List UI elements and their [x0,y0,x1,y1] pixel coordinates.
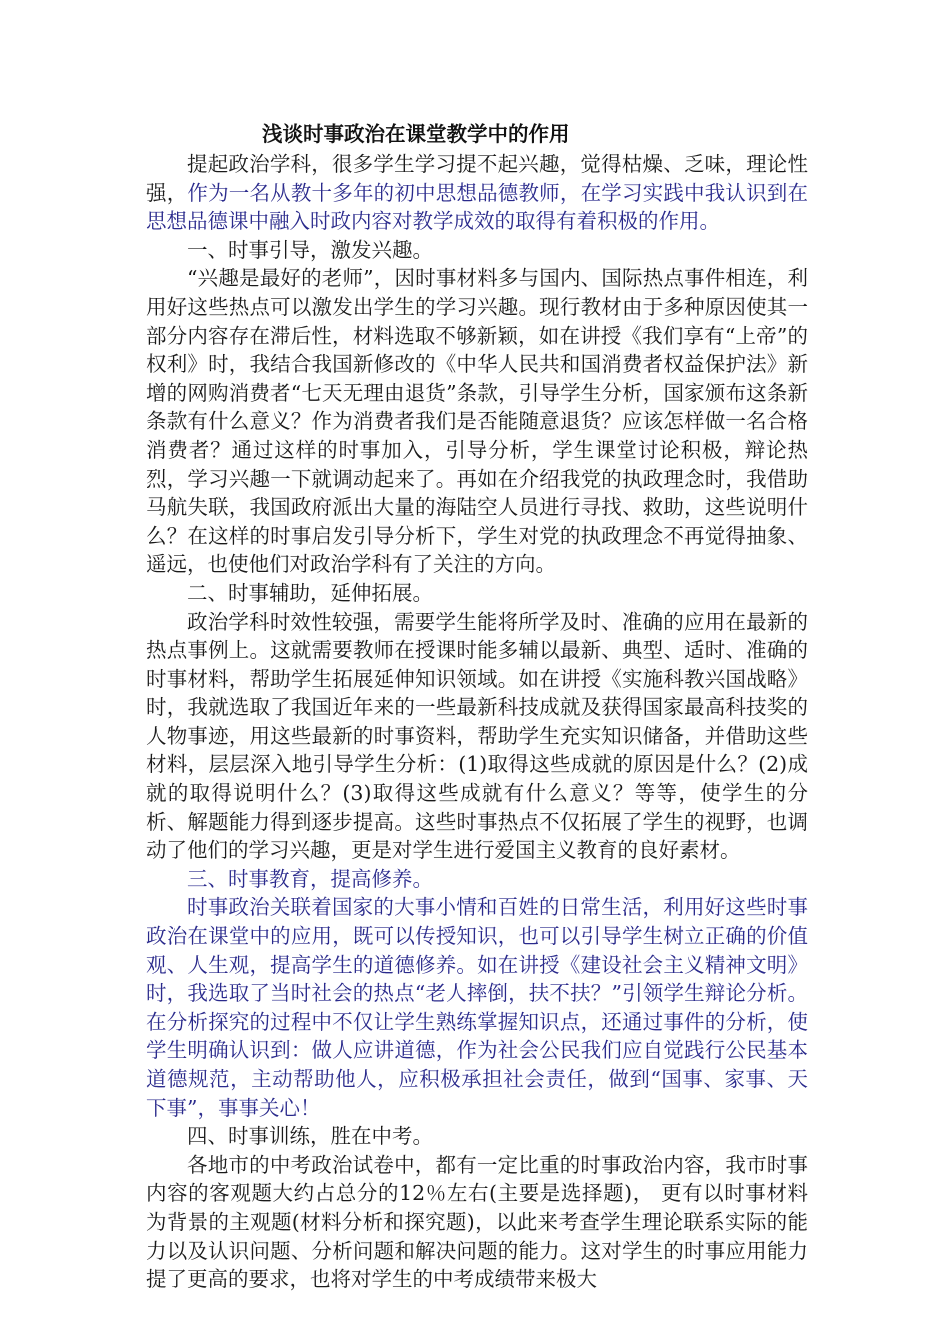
section-body-3: 时事政治关联着国家的大事小情和百姓的日常生活，利用好这些时事政治在课堂中的应用，既可以传授知识，也可以引导学生树立正确的价值观、人生观，提高学生的道德修养。如在讲授《建设社会主义精神文明》时，我选取了当时社会的热点“老人摔倒，扶不扶？”引领学生辩论分析。在分析探究的过程中不仅让学生熟练掌握知识点，还通过事件的分析，使学生明确认识到：做人应讲道德，作为社会公民我们应自觉践行公民基本道德规范，主动帮助他人，应积极承担社会责任，做到“国事、家事、天下事”，事事关心！ [146,895,808,1120]
intro-text-part2: 作为一名从教十多年的初中思想品德教师，在学习实践中我认识到在思想品德课中融入时政内容对教学成效的取得有着积极的作用。 [146,180,809,234]
intro-paragraph [146,150,808,236]
section-heading-1: 一、时事引导，激发兴趣。 [187,237,433,262]
section-heading-2: 二、时事辅助，延伸拓展。 [187,580,433,605]
section-body-2: 政治学科时效性较强，需要学生能将所学及时、准确的应用在最新的热点事例上。这就需要教师在授课时能多辅以最新、典型、适时、准确的时事材料，帮助学生拓展延伸知识领域。如在讲授《实施科教兴国战略》时，我就选取了我国近年来的一些最新科技成就及获得国家最高科技奖的人物事迹，用这些最新的时事资料，帮助学生充实知识储备，并借助这些材料，层层深入地引导学生分析：(1)取得这些成就的原因是什么？(2)成就的取得说明什么？(3)取得这些成就有什么意义？等等，使学生的分析、解题能力得到逐步提高。这些时事热点不仅拓展了学生的视野，也调动了他们的学习兴趣，更是对学生进行爱国主义教育的良好素材。 [146,609,808,863]
section-body-4: 各地市的中考政治试卷中，都有一定比重的时事政治内容，我市时事内容的客观题大约占总分的12％左右(主要是选择题)， 更有以时事材料为背景的主观题(材料分析和探究题)，以此来考查学生理论联系实际的能力以及认识问题、分析问题和解决问题的能力。这对学生的时事应用能力提了更高的要求，也将对学生的中考成绩带来极大 [146,1152,808,1292]
intro-text-part1: 提起政治学科，很多学生学习提不起兴趣，觉得枯燥、乏味，理论性强， [146,152,808,205]
document-page [146,118,808,1294]
document-title: 浅谈时事政治在课堂教学中的作用 [262,122,570,146]
section-heading-4: 四、时事训练，胜在中考。 [187,1124,433,1149]
section-body-1: “兴趣是最好的老师”，因时事材料多与国内、国际热点事件相连，利用好这些热点可以激发出学生的学习兴趣。现行教材由于多种原因使其一部分内容存在滞后性，材料选取不够新颖，如在讲授《我们享有“上帝”的权利》时，我结合我国新修改的《中华人民共和国消费者权益保护法》新增的网购消费者“七天无理由退货”条款，引导学生分析，国家颁布这条新条款有什么意义？作为消费者我们是否能随意退货？应该怎样做一名合格消费者？通过这样的时事加入，引导分析，学生课堂讨论积极，辩论热烈，学习兴趣一下就调动起来了。再如在介绍我党的执政理念时，我借助马航失联，我国政府派出大量的海陆空人员进行寻找、救助，这些说明什么？在这样的时事启发引导分析下，学生对党的执政理念不再觉得抽象、遥远，也使他们对政治学科有了关注的方向。 [146,266,808,577]
section-heading-3: 三、时事教育，提高修养。 [187,866,433,891]
